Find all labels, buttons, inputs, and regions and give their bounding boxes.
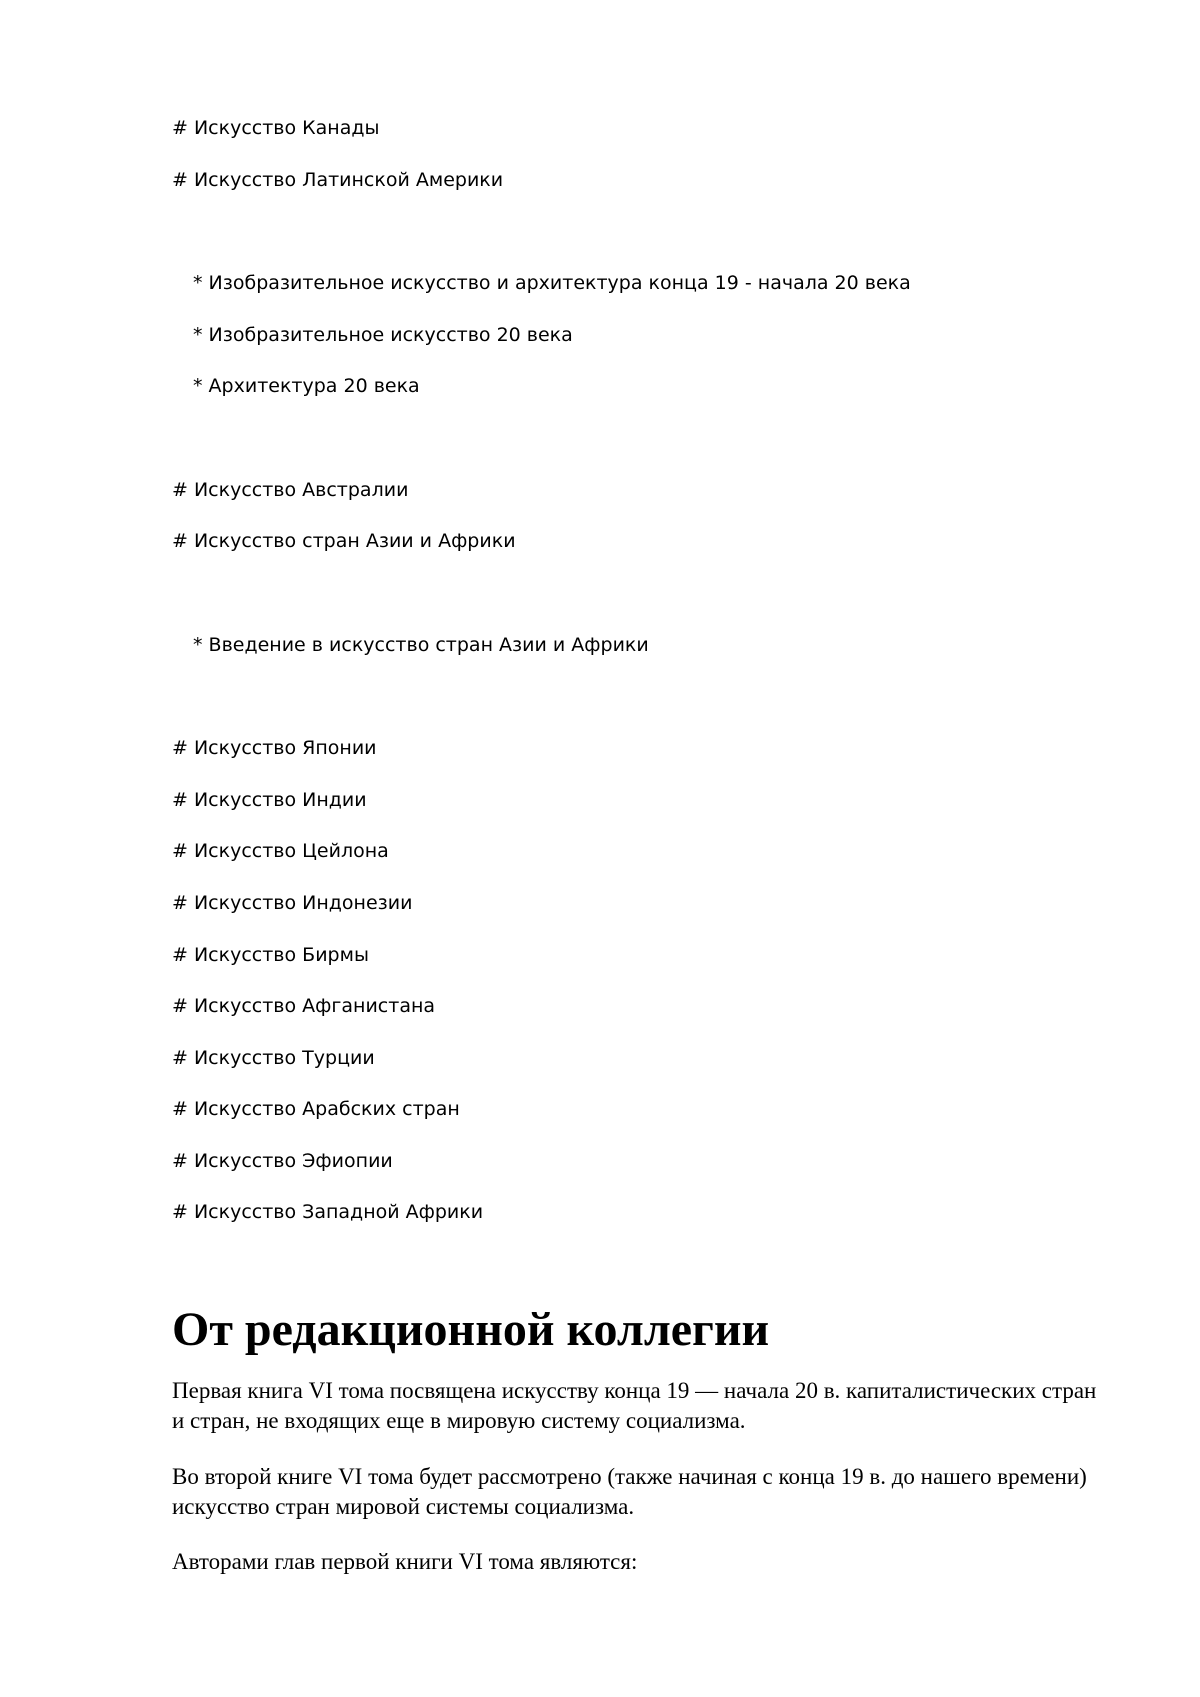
toc-item-india: # Искусство Индии bbox=[172, 789, 367, 811]
toc-subitem-fine-art-20: * Изобразительное искусство 20 века bbox=[193, 324, 573, 346]
toc-subitem-architecture-20: * Архитектура 20 века bbox=[193, 375, 420, 397]
paragraph-first-book: Первая книга VI тома посвящена искусству конца 19 — начала 20 в. капиталистических стран и стран, не входящих еще в мировую систему социализма. bbox=[172, 1378, 1097, 1433]
toc-item-turkey: # Искусство Турции bbox=[172, 1047, 375, 1069]
section-heading: От редакционной коллегии bbox=[172, 1303, 770, 1356]
toc-subitem-art-architecture-19-20: * Изобразительное искусство и архитектура конца 19 - начала 20 века bbox=[193, 272, 911, 294]
toc-item-canada: # Искусство Канады bbox=[172, 117, 380, 139]
toc-item-australia: # Искусство Австралии bbox=[172, 479, 409, 501]
toc-item-west-africa: # Искусство Западной Африки bbox=[172, 1201, 484, 1223]
toc-item-indonesia: # Искусство Индонезии bbox=[172, 892, 413, 914]
toc-item-japan: # Искусство Японии bbox=[172, 737, 377, 759]
toc-item-latin-america: # Искусство Латинской Америки bbox=[172, 169, 504, 191]
paragraph-authors: Авторами глав первой книги VI тома являются: bbox=[172, 1549, 638, 1574]
toc-item-arab-countries: # Искусство Арабских стран bbox=[172, 1098, 460, 1120]
toc-item-afghanistan: # Искусство Афганистана bbox=[172, 995, 436, 1017]
toc-item-asia-africa: # Искусство стран Азии и Африки bbox=[172, 530, 516, 552]
toc-subitem-intro-asia-africa: * Введение в искусство стран Азии и Африки bbox=[193, 634, 649, 656]
toc-item-ceylon: # Искусство Цейлона bbox=[172, 840, 389, 862]
toc-item-burma: # Искусство Бирмы bbox=[172, 944, 369, 966]
toc-item-ethiopia: # Искусство Эфиопии bbox=[172, 1150, 393, 1172]
paragraph-second-book: Во второй книге VI тома будет рассмотрено (также начиная с конца 19 в. до нашего времени) искусство стран мировой системы социализма. bbox=[172, 1464, 1087, 1519]
